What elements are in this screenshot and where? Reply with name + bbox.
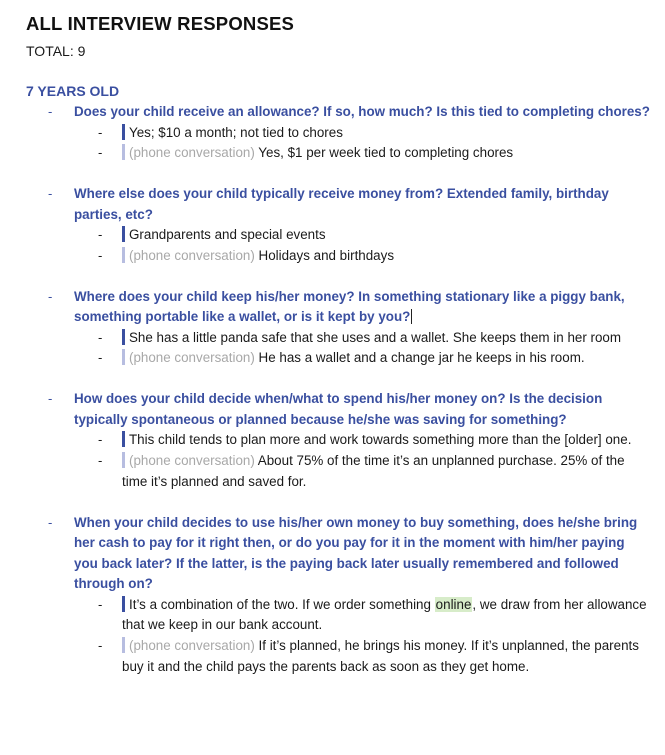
comment-marker[interactable] bbox=[122, 247, 125, 263]
comment-marker[interactable] bbox=[122, 144, 125, 160]
document-title: ALL INTERVIEW RESPONSES bbox=[26, 13, 295, 34]
answer-list bbox=[74, 328, 651, 370]
comment-marker[interactable] bbox=[122, 329, 125, 345]
answer-bullet: - bbox=[98, 432, 103, 448]
question-text-with-cursor[interactable] bbox=[74, 287, 651, 328]
answer-item bbox=[74, 595, 651, 637]
question-bullet: - bbox=[48, 514, 53, 530]
answer-list bbox=[74, 225, 651, 267]
question-text[interactable]: Does your child receive an allowance? If so, how much? Is this tied to completing chores? bbox=[74, 104, 650, 119]
answer-source-prefix: (phone conversation) bbox=[129, 247, 255, 263]
question-bullet: - bbox=[48, 288, 53, 304]
answer-item bbox=[74, 328, 651, 349]
comment-marker[interactable] bbox=[122, 349, 125, 365]
answer-bullet: - bbox=[98, 350, 103, 366]
answer-item bbox=[74, 225, 651, 246]
answer-item bbox=[74, 636, 651, 678]
answer-item bbox=[74, 348, 651, 369]
answer-source-prefix: (phone conversation) bbox=[129, 638, 255, 654]
comment-marker[interactable] bbox=[122, 596, 125, 612]
answer-bullet: - bbox=[98, 124, 103, 140]
question-item bbox=[26, 287, 651, 370]
question-text[interactable]: Where else does your child typically receive money from? Extended family, birthday parties, etc? bbox=[74, 186, 609, 222]
total-count: TOTAL: 9 bbox=[26, 43, 86, 59]
answer-bullet: - bbox=[98, 453, 103, 469]
answer-text[interactable]: Grandparents and special events bbox=[129, 227, 326, 243]
answer-item bbox=[74, 246, 651, 267]
question-bullet: - bbox=[48, 104, 53, 119]
question-list bbox=[26, 102, 651, 678]
question-item bbox=[26, 389, 651, 492]
answer-text[interactable]: If it’s planned, he brings his money. If it’s unplanned, the parents buy it and the child pays the parents back as soon as they get home. bbox=[122, 638, 639, 675]
answer-text[interactable]: Holidays and birthdays bbox=[258, 247, 395, 263]
answer-bullet: - bbox=[98, 247, 103, 263]
question-bullet: - bbox=[48, 391, 53, 407]
answer-bullet: - bbox=[98, 227, 103, 243]
document-page bbox=[26, 12, 651, 678]
answer-bullet: - bbox=[98, 596, 103, 612]
highlighted-word[interactable]: online bbox=[435, 596, 472, 612]
comment-marker[interactable] bbox=[122, 124, 125, 140]
answer-text[interactable]: Yes, $1 per week tied to completing chores bbox=[258, 145, 514, 161]
answer-list bbox=[74, 595, 651, 678]
question-bullet: - bbox=[48, 186, 53, 202]
answer-source-prefix: (phone conversation) bbox=[129, 145, 255, 161]
question-text[interactable]: Where does your child keep his/her money? In something stationary like a piggy bank, something portable like a wallet, or is it kept by you? bbox=[74, 288, 625, 325]
comment-marker[interactable] bbox=[122, 431, 125, 447]
answer-bullet: - bbox=[98, 329, 103, 345]
text-cursor bbox=[411, 309, 412, 324]
question-item bbox=[26, 513, 651, 678]
answer-item bbox=[74, 123, 651, 144]
answer-list bbox=[74, 123, 651, 165]
answer-text[interactable]: This child tends to plan more and work towards something more than the [older] one. bbox=[129, 432, 632, 448]
answer-text[interactable]: She has a little panda safe that she uses and a wallet. She keeps them in her room bbox=[129, 329, 622, 345]
question-item bbox=[26, 184, 651, 267]
comment-marker[interactable] bbox=[122, 637, 125, 653]
answer-item bbox=[74, 143, 651, 164]
answer-bullet: - bbox=[98, 145, 103, 161]
answer-text[interactable]: About 75% of the time it’s an unplanned purchase. 25% of the time it’s planned and saved for. bbox=[122, 453, 625, 489]
answer-text-start[interactable]: It’s a combination of the two. If we order something bbox=[129, 596, 435, 612]
comment-marker[interactable] bbox=[122, 452, 125, 468]
answer-text[interactable]: He has a wallet and a change jar he keeps in his room. bbox=[258, 350, 585, 366]
question-text[interactable]: When your child decides to use his/her own money to buy something, does he/she bring her cash to pay for it right then, or do you pay for it in the moment with him/her paying you back later? If the latter, is the paying back later usually remembered and followed through on? bbox=[74, 514, 638, 592]
answer-text[interactable]: Yes; $10 a month; not tied to chores bbox=[129, 124, 343, 140]
comment-marker[interactable] bbox=[122, 226, 125, 242]
answer-list bbox=[74, 430, 651, 492]
answer-item bbox=[74, 430, 651, 451]
answer-text-end[interactable]: , we draw from her allowance that we keep in our bank account. bbox=[122, 596, 647, 633]
answer-source-prefix: (phone conversation) bbox=[129, 453, 255, 469]
answer-bullet: - bbox=[98, 638, 103, 654]
answer-item bbox=[74, 451, 651, 493]
answer-source-prefix: (phone conversation) bbox=[129, 350, 255, 366]
section-heading: 7 YEARS OLD bbox=[26, 83, 120, 99]
question-item bbox=[26, 102, 651, 164]
question-text[interactable]: How does your child decide when/what to spend his/her money on? Is the decision typically spontaneous or planned because he/she was saving for something? bbox=[74, 391, 603, 427]
